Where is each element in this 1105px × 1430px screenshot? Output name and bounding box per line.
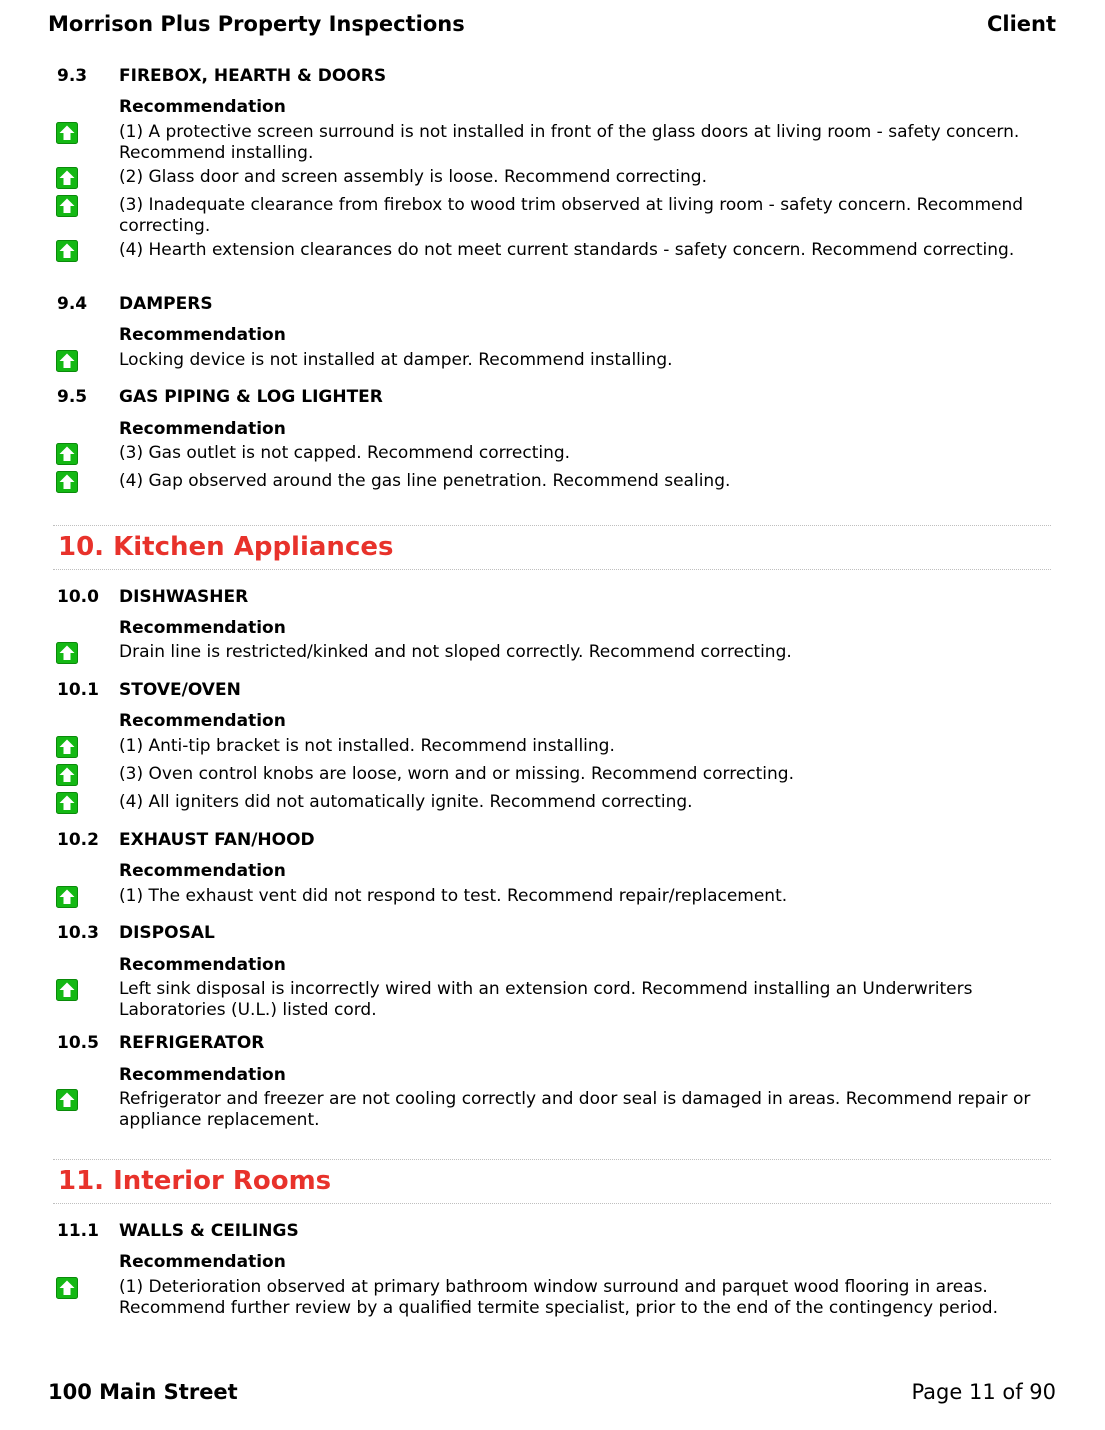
section-number: 10.5 bbox=[57, 1033, 99, 1053]
item-text: Locking device is not installed at damper. Recommend installing. bbox=[119, 350, 673, 370]
section-title: DAMPERS bbox=[119, 294, 213, 314]
item-text: (4) Hearth extension clearances do not meet current standards - safety concern. Recommend correcting. bbox=[119, 240, 1015, 260]
section-number: 10.0 bbox=[57, 587, 99, 607]
recommendation-label: Recommendation bbox=[119, 711, 286, 731]
up-arrow-icon bbox=[56, 195, 78, 217]
item-text: (3) Oven control knobs are loose, worn and or missing. Recommend correcting. bbox=[119, 764, 794, 784]
chapter-title: 11. Interior Rooms bbox=[58, 1166, 332, 1196]
chapter-title: 10. Kitchen Appliances bbox=[58, 532, 394, 562]
item-text: (4) All igniters did not automatically ignite. Recommend correcting. bbox=[119, 792, 693, 812]
page-footer bbox=[48, 1380, 1056, 1410]
chapter-heading bbox=[53, 1159, 1051, 1204]
section-title: FIREBOX, HEARTH & DOORS bbox=[119, 66, 387, 86]
section-number: 9.4 bbox=[57, 294, 88, 314]
item-text: Refrigerator and freezer are not cooling correctly and door seal is damaged in areas. Recommend repair or appliance replacement. bbox=[119, 1089, 1031, 1130]
up-arrow-icon bbox=[56, 792, 78, 814]
item-text: (1) Deterioration observed at primary bathroom window surround and parquet wood flooring in areas. Recommend further review by a qualified termite specialist, prior to the end of the contingency period. bbox=[119, 1277, 999, 1318]
section-number: 9.3 bbox=[57, 66, 88, 86]
up-arrow-icon bbox=[56, 167, 78, 189]
section-number: 10.1 bbox=[57, 680, 99, 700]
item-text: (2) Glass door and screen assembly is loose. Recommend correcting. bbox=[119, 167, 707, 187]
item-text: Drain line is restricted/kinked and not sloped correctly. Recommend correcting. bbox=[119, 642, 792, 662]
property-address: 100 Main Street bbox=[48, 1380, 238, 1404]
section-title: DISPOSAL bbox=[119, 923, 215, 943]
client-label: Client bbox=[986, 12, 1056, 36]
up-arrow-icon bbox=[56, 736, 78, 758]
up-arrow-icon bbox=[56, 764, 78, 786]
page-number: Page 11 of 90 bbox=[911, 1380, 1056, 1404]
recommendation-label: Recommendation bbox=[119, 419, 286, 439]
recommendation-label: Recommendation bbox=[119, 1065, 286, 1085]
section-number: 10.2 bbox=[57, 830, 99, 850]
up-arrow-icon bbox=[56, 1277, 78, 1299]
section-title: STOVE/OVEN bbox=[119, 680, 241, 700]
item-text: Left sink disposal is incorrectly wired with an extension cord. Recommend installing an Underwriters Laboratories (U.L.) listed cord. bbox=[119, 979, 973, 1020]
page-header bbox=[48, 12, 1056, 42]
section-title: EXHAUST FAN/HOOD bbox=[119, 830, 315, 850]
up-arrow-icon bbox=[56, 1089, 78, 1111]
item-text: (1) The exhaust vent did not respond to test. Recommend repair/replacement. bbox=[119, 886, 788, 906]
recommendation-label: Recommendation bbox=[119, 1252, 286, 1272]
section-title: WALLS & CEILINGS bbox=[119, 1221, 299, 1241]
item-text: (1) A protective screen surround is not installed in front of the glass doors at living room - safety concern. Recommend installing. bbox=[119, 122, 1020, 163]
up-arrow-icon bbox=[56, 443, 78, 465]
up-arrow-icon bbox=[56, 642, 78, 664]
section-number: 11.1 bbox=[57, 1221, 99, 1241]
section-number: 9.5 bbox=[57, 387, 88, 407]
section-title: DISHWASHER bbox=[119, 587, 249, 607]
company-name: Morrison Plus Property Inspections bbox=[48, 12, 465, 36]
item-text: (1) Anti-tip bracket is not installed. Recommend installing. bbox=[119, 736, 615, 756]
recommendation-label: Recommendation bbox=[119, 325, 286, 345]
recommendation-label: Recommendation bbox=[119, 955, 286, 975]
item-text: (4) Gap observed around the gas line penetration. Recommend sealing. bbox=[119, 471, 731, 491]
item-text: (3) Inadequate clearance from firebox to wood trim observed at living room - safety concern. Recommend correcting. bbox=[119, 195, 1024, 236]
up-arrow-icon bbox=[56, 471, 78, 493]
chapter-heading bbox=[53, 525, 1051, 570]
up-arrow-icon bbox=[56, 122, 78, 144]
item-text: (3) Gas outlet is not capped. Recommend correcting. bbox=[119, 443, 571, 463]
up-arrow-icon bbox=[56, 350, 78, 372]
up-arrow-icon bbox=[56, 240, 78, 262]
up-arrow-icon bbox=[56, 979, 78, 1001]
section-title: GAS PIPING & LOG LIGHTER bbox=[119, 387, 383, 407]
up-arrow-icon bbox=[56, 886, 78, 908]
section-title: REFRIGERATOR bbox=[119, 1033, 265, 1053]
recommendation-label: Recommendation bbox=[119, 97, 286, 117]
section-number: 10.3 bbox=[57, 923, 99, 943]
recommendation-label: Recommendation bbox=[119, 861, 286, 881]
recommendation-label: Recommendation bbox=[119, 618, 286, 638]
